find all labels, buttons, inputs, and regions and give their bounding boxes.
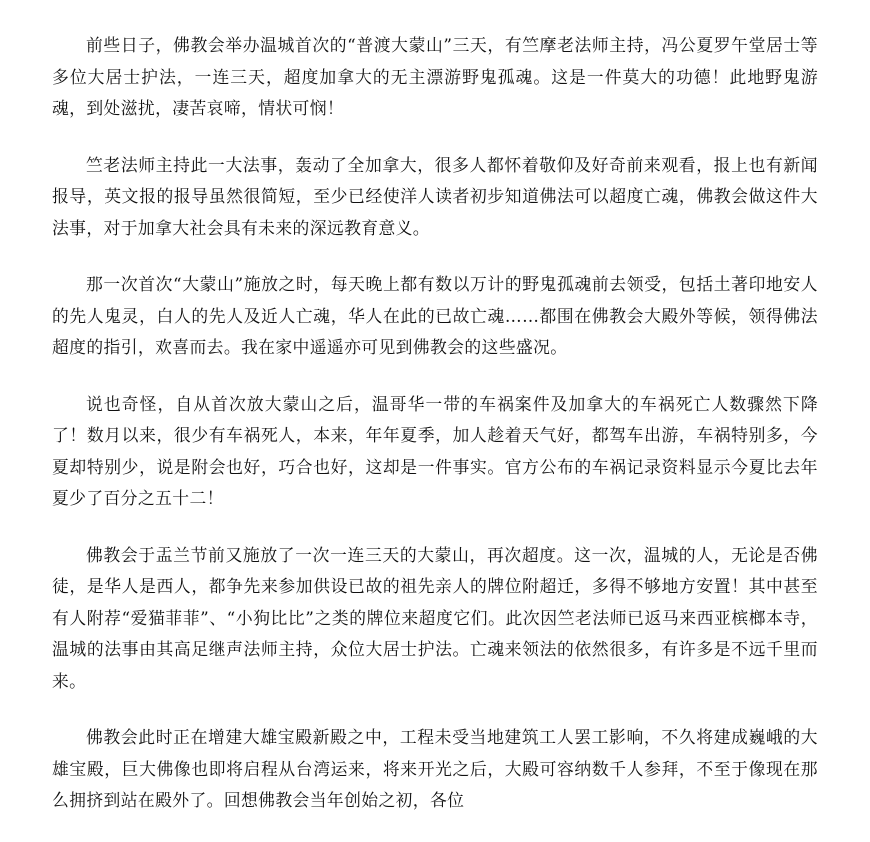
- paragraph-6: 佛教会此时正在增建大雄宝殿新殿之中，工程未受当地建筑工人罢工影响，不久将建成巍峨的大雄宝殿，巨大佛像也即将启程从台湾运来，将来开光之后，大殿可容纳数千人参拜，不至于像现在那么拥挤到站在殿外了。回想佛教会当年创始之初，各位: [52, 727, 818, 810]
- paragraph-3: 那一次首次“大蒙山”施放之时，每天晚上都有数以万计的野鬼孤魂前去领受，包括土著印地安人的先人鬼灵，白人的先人及近人亡魂，华人在此的已故亡魂……都围在佛教会大殿外等候，领得佛法超度的指引，欢喜而去。我在家中遥遥亦可见到佛教会的这些盛况。: [52, 274, 818, 357]
- paragraph-4: 说也奇怪，自从首次放大蒙山之后，温哥华一带的车祸案件及加拿大的车祸死亡人数骤然下降了！数月以来，很少有车祸死人，本来，年年夏季，加人趁着天气好，都驾车出游，车祸特别多，今夏却特别少，说是附会也好，巧合也好，这却是一件事实。官方公布的车祸记录资料显示今夏比去年夏少了百分之五十二！: [52, 393, 818, 508]
- paragraph-2: 竺老法师主持此一大法事，轰动了全加拿大，很多人都怀着敬仰及好奇前来观看，报上也有新闻报导，英文报的报导虽然很简短，至少已经使洋人读者初步知道佛法可以超度亡魂，佛教会做这件大法事，对于加拿大社会具有未来的深远教育意义。: [52, 154, 818, 238]
- paragraph-5: 佛教会于盂兰节前又施放了一次一连三天的大蒙山，再次超度。这一次，温城的人，无论是否佛徒，是华人是西人，都争先来参加供设已故的祖先亲人的牌位附超迁，多得不够地方安置！其中甚至有人附荐“爱猫菲菲”、“小狗比比”之类的牌位来超度它们。此次因竺老法师已返马来西亚槟榔本寺，温城的法事由其高足继声法师主持，众位大居士护法。亡魂来领法的依然很多，有许多是不远千里而来。: [52, 544, 818, 691]
- document-body: [52, 30, 818, 817]
- paragraph-1: 前些日子，佛教会举办温城首次的“普渡大蒙山”三天，有竺摩老法师主持，冯公夏罗午堂居士等多位大居士护法，一连三天，超度加拿大的无主漂游野鬼孤魂。这是一件莫大的功德！此地野鬼游魂，到处滋扰，凄苦哀啼，情状可悯！: [52, 35, 818, 118]
